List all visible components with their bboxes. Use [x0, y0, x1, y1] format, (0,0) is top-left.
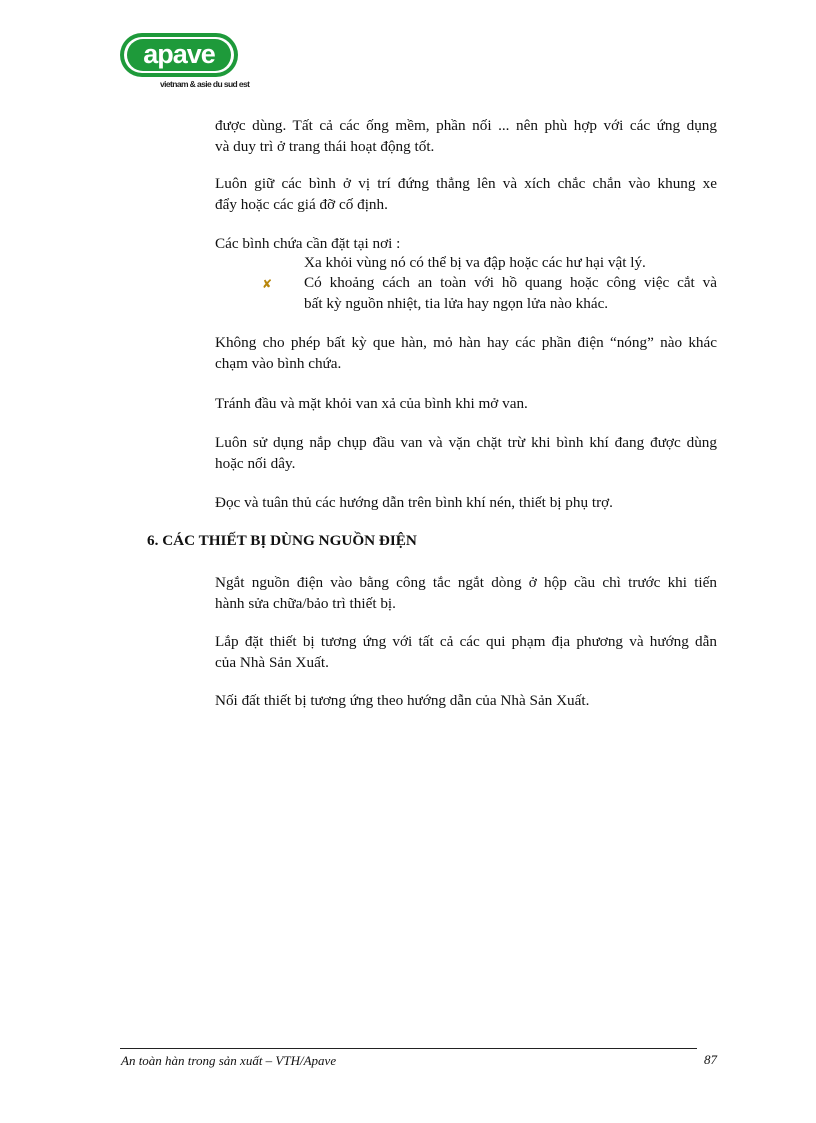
paragraph-10: Nối đất thiết bị tương ứng theo hướng dẫn của Nhà Sản Xuất.: [215, 692, 590, 709]
section-heading: 6. CÁC THIẾT BỊ DÙNG NGUỒN ĐIỆN: [147, 532, 417, 549]
paragraph-8: [215, 572, 717, 614]
paragraph-4: [215, 332, 717, 374]
logo-subtitle: vietnam & asie du sud est: [160, 79, 250, 89]
paragraph-6-line-2: hoặc nối dây.: [215, 455, 296, 472]
paragraph-8-line-2: hành sửa chữa/bảo trì thiết bị.: [215, 595, 396, 612]
bullet-item-2-line-2: bất kỳ nguồn nhiệt, tia lửa hay ngọn lửa nào khác.: [304, 295, 609, 312]
paragraph-9: [215, 631, 717, 673]
paragraph-7: Đọc và tuân thủ các hướng dẫn trên bình khí nén, thiết bị phụ trợ.: [215, 494, 613, 511]
paragraph-1-line-2: và duy trì ở trang thái hoạt động tốt.: [215, 138, 435, 155]
cross-bullet-icon: ✘: [262, 277, 273, 291]
paragraph-5: Tránh đầu và mặt khỏi van xả của bình khi mở van.: [215, 395, 528, 412]
footer-title: An toàn hàn trong sản xuất – VTH/Apave: [121, 1053, 337, 1068]
paragraph-1-line-1: được dùng. Tất cả các ống mềm, phần nối ... nên phù hợp với các ứng dụng: [215, 117, 717, 134]
paragraph-2: [215, 173, 717, 215]
paragraph-8-line-1: Ngắt nguồn điện vào bằng công tắc ngắt dòng ở hộp cầu chì trước khi tiến: [215, 574, 717, 591]
paragraph-6-line-1: Luôn sử dụng nắp chụp đầu van và vặn chặt trừ khi bình khí đang được dùng: [215, 434, 717, 451]
paragraph-2-line-1: Luôn giữ các bình ở vị trí đứng thẳng lên và xích chắc chắn vào khung xe: [215, 175, 717, 192]
footer-rule: [120, 1048, 697, 1049]
logo-text: apave: [127, 39, 231, 71]
paragraph-4-line-1: Không cho phép bất kỳ que hàn, mỏ hàn hay các phần điện “nóng” nào khác: [215, 334, 717, 351]
page-number: 87: [704, 1052, 717, 1067]
paragraph-9-line-2: của Nhà Sản Xuất.: [215, 654, 329, 671]
apave-logo: [120, 33, 250, 93]
paragraph-1: [215, 115, 717, 157]
bullet-item-1: Xa khỏi vùng nó có thể bị va đập hoặc các hư hại vật lý.: [304, 254, 646, 271]
bullet-item-2-line-1: Có khoảng cách an toàn với hồ quang hoặc công việc cắt và: [304, 274, 717, 291]
paragraph-6: [215, 432, 717, 474]
paragraph-4-line-2: chạm vào bình chứa.: [215, 355, 342, 372]
paragraph-3-intro: Các bình chứa cần đặt tại nơi :: [215, 235, 401, 252]
paragraph-2-line-2: đẩy hoặc các giá đỡ cố định.: [215, 196, 388, 213]
paragraph-9-line-1: Lắp đặt thiết bị tương ứng với tất cả các qui phạm địa phương và hướng dẫn: [215, 633, 717, 650]
